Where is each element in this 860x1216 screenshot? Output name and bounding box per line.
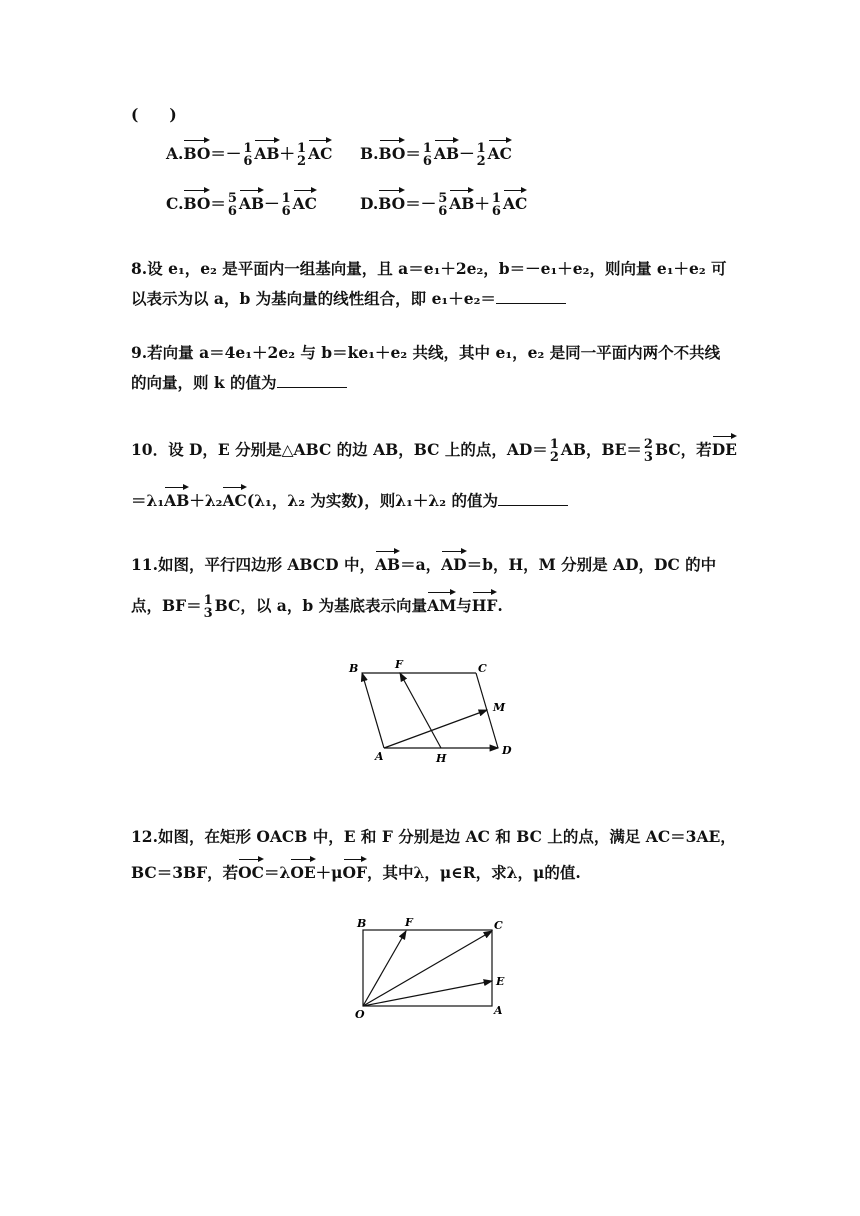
q7-option-d[interactable] xyxy=(360,192,527,218)
q12-line-2 xyxy=(131,862,581,884)
label-b: B xyxy=(357,917,367,930)
operator: ＋ xyxy=(279,144,296,163)
q8-answer-blank[interactable] xyxy=(496,289,566,304)
q7-option-b[interactable] xyxy=(360,142,512,168)
vector: AC xyxy=(222,491,247,510)
label-b: B xyxy=(349,662,359,675)
option-letter: A. xyxy=(166,144,184,163)
q11-text: BC，以 a，b 为基底表示向量 xyxy=(214,596,428,615)
vector: AB xyxy=(164,491,190,510)
vector-hf xyxy=(400,673,441,748)
q9-text: 的向量，则 k 的值为 xyxy=(131,373,277,392)
fraction: 1 6 xyxy=(243,141,253,169)
vector: OF xyxy=(342,863,368,882)
q12-text: ，其中λ，μ∈R，求λ，μ的值. xyxy=(367,863,581,882)
fraction: 1 3 xyxy=(203,593,213,621)
vector: AC xyxy=(487,144,513,163)
q8-line-1: 8.设 e₁，e₂ 是平面内一组基向量，且 a＝e₁＋2e₂，b＝－e₁＋e₂，则向量 e₁＋e₂ 可 xyxy=(131,259,727,278)
q11-line-1 xyxy=(131,554,716,576)
label-c: C xyxy=(478,662,487,675)
q10-answer-blank[interactable] xyxy=(498,491,568,506)
vector: AC xyxy=(292,194,317,213)
label-m: M xyxy=(493,701,506,714)
q7-answer-paren: ( ) xyxy=(131,105,177,124)
vector: AB xyxy=(449,194,475,213)
vector: OE xyxy=(290,863,316,882)
q10-text: AB，BE＝ xyxy=(560,440,642,459)
q11-line-2 xyxy=(131,594,503,620)
q8-line-2 xyxy=(131,288,566,310)
label-a: A xyxy=(375,750,384,763)
q7-option-c[interactable] xyxy=(166,192,317,218)
fraction: 1 6 xyxy=(491,191,501,219)
q11-text: 点，BF＝ xyxy=(131,596,202,615)
operator: ＝－ xyxy=(405,194,437,213)
vector: BO xyxy=(183,194,211,213)
q11-parallelogram-figure xyxy=(340,655,520,765)
q10-text: 10．设 D，E 分别是△ABC 的边 AB，BC 上的点，AD＝ xyxy=(131,440,548,459)
vector: AC xyxy=(308,144,333,163)
q8-text: 以表示为以 a，b 为基向量的线性组合，即 e₁＋e₂＝ xyxy=(131,289,496,308)
q12-line-1: 12.如图，在矩形 OACB 中，E 和 F 分别是边 AC 和 BC 上的点，满足 AC＝3AE， xyxy=(131,827,736,846)
operator: ＋ xyxy=(474,194,490,213)
vector: AB xyxy=(374,555,401,574)
vector: BO xyxy=(378,144,406,163)
q10-line-1 xyxy=(131,438,737,464)
q10-text: ＝λ₁ xyxy=(131,491,165,510)
q10-text: ＋λ₂ xyxy=(189,491,223,510)
vector: BO xyxy=(183,144,211,163)
label-f: F xyxy=(405,916,413,929)
operator: ＝ xyxy=(210,194,226,213)
label-c: C xyxy=(494,919,503,932)
vector-oc xyxy=(363,931,492,1006)
q10-line-2 xyxy=(131,490,568,512)
vector-am xyxy=(384,710,487,748)
vector: AD xyxy=(441,555,467,574)
fraction: 1 6 xyxy=(422,141,432,169)
fraction: 1 6 xyxy=(281,191,291,219)
label-f: F xyxy=(395,658,403,671)
label-h: H xyxy=(436,752,447,765)
q11-text: ＝b，H，M 分别是 AD，DC 的中 xyxy=(466,555,717,574)
label-d: D xyxy=(502,744,512,757)
vector: AB xyxy=(254,144,280,163)
q12-text: ＝λ xyxy=(263,863,291,882)
option-letter: D. xyxy=(360,194,379,213)
vector: BO xyxy=(378,194,406,213)
q12-text: ＋μ xyxy=(315,863,343,882)
q11-text: ＝a， xyxy=(400,555,442,574)
q11-text: 11.如图，平行四边形 ABCD 中， xyxy=(131,555,375,574)
q7-option-a[interactable] xyxy=(166,142,332,168)
fraction: 1 2 xyxy=(549,437,559,465)
q12-rectangle-figure xyxy=(350,912,520,1022)
label-a: A xyxy=(494,1004,503,1017)
q9-line-2 xyxy=(131,372,347,394)
vector: OC xyxy=(238,863,264,882)
vector: AB xyxy=(238,194,265,213)
fraction: 1 2 xyxy=(297,141,307,169)
vector: DE xyxy=(711,440,737,459)
q12-text: BC＝3BF，若 xyxy=(131,863,239,882)
operator: － xyxy=(459,144,475,163)
label-e: E xyxy=(496,975,505,988)
vector-oe xyxy=(363,981,492,1006)
vector: AC xyxy=(502,194,528,213)
fraction: 5 6 xyxy=(227,191,237,219)
fraction: 5 6 xyxy=(438,191,448,219)
q11-text: . xyxy=(497,596,503,615)
vector: AM xyxy=(427,596,457,615)
operator: ＝ xyxy=(405,144,421,163)
q10-text: (λ₁，λ₂ 为实数)，则λ₁＋λ₂ 的值为 xyxy=(246,491,498,510)
vector: AB xyxy=(433,144,460,163)
label-o: O xyxy=(355,1008,365,1021)
option-letter: B. xyxy=(360,144,379,163)
fraction: 1 2 xyxy=(476,141,486,169)
q9-answer-blank[interactable] xyxy=(277,373,347,388)
operator: － xyxy=(264,194,280,213)
vector-ab xyxy=(362,673,384,748)
option-letter: C. xyxy=(166,194,184,213)
vector: HF xyxy=(471,596,498,615)
fraction: 2 3 xyxy=(643,437,653,465)
vector-of xyxy=(363,931,406,1006)
q9-line-1: 9.若向量 a＝4e₁＋2e₂ 与 b＝ke₁＋e₂ 共线，其中 e₁，e₂ 是同一平面内两个不共线 xyxy=(131,343,721,362)
operator: ＝－ xyxy=(210,144,242,163)
q10-text: BC，若 xyxy=(654,440,712,459)
q11-text: 与 xyxy=(456,596,472,615)
